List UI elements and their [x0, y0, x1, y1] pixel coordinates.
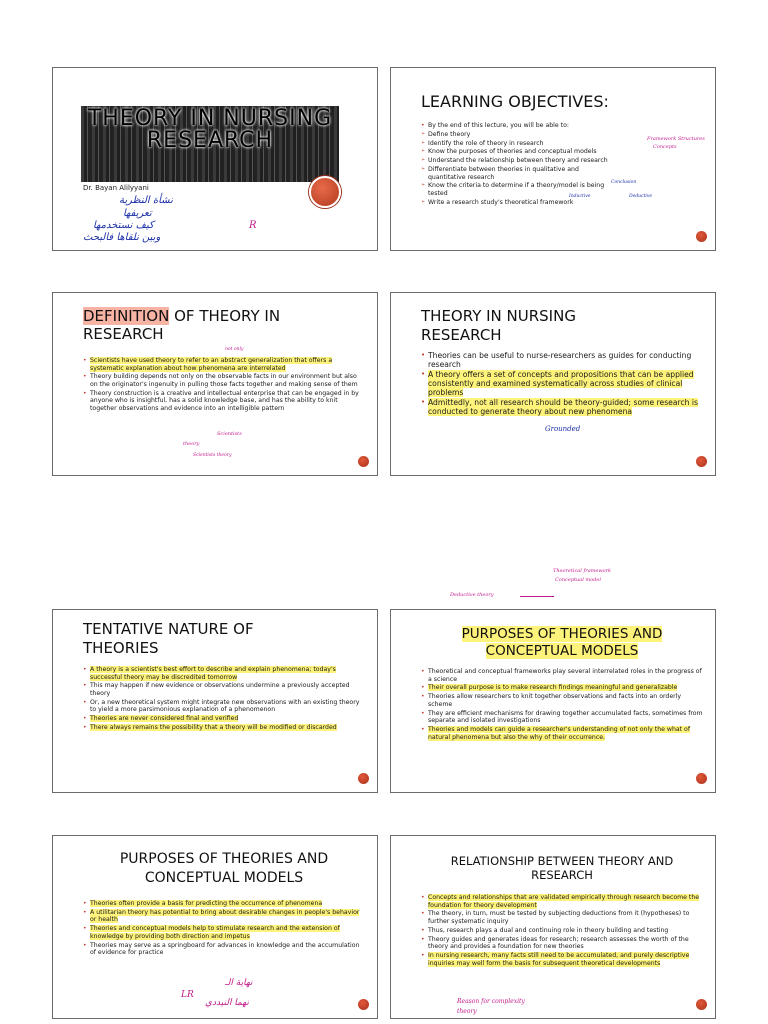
- handwritten-note: Framework Structures: [647, 136, 705, 142]
- slide-relationship[interactable]: [390, 835, 716, 1019]
- slide-title: TENTATIVE NATURE OF THEORIES: [83, 620, 254, 657]
- list-item: • There always remains the possibility that a theory will be modified or discarded: [83, 724, 365, 732]
- slide-marker-icon: [358, 456, 369, 467]
- handwritten-note: Conclusion: [611, 180, 637, 185]
- slide-title: LEARNING OBJECTIVES:: [421, 92, 609, 111]
- list-item: • Or, a new theoretical system might integrate new observations with an existing theory to yield a more parsimonious explanation of a phenomenon: [83, 699, 365, 714]
- list-item: • Theory building depends not only on the observable facts in our environment but also on the originator's ingenuity in pulling those facts together and making sense of them: [83, 373, 365, 388]
- handwritten-note: Deductive: [629, 194, 653, 199]
- list-item: • Theory guides and generates ideas for research; research assesses the worth of the theory and provides a foundation for new theories: [421, 936, 703, 951]
- purposes-list-2: [83, 900, 365, 958]
- list-item: • Theories allow researchers to knit together observations and facts into an orderly scheme: [421, 693, 703, 708]
- handwritten-note: Conceptual model: [555, 577, 601, 583]
- slide-purposes-2[interactable]: [52, 835, 378, 1019]
- handwritten-note: نهما النيددي: [205, 998, 249, 1008]
- list-item: • Concepts and relationships that are validated empirically through research become the foundation for theory development: [421, 894, 703, 909]
- list-item: • A theory offers a set of concepts and propositions that can be applied consistently and examined systematically across studies of clinical problems: [421, 370, 703, 397]
- theory-list: [421, 351, 703, 418]
- list-item: ➢ Understand the relationship between theory and research: [421, 157, 615, 165]
- handwritten-note: Reason for complexity: [457, 998, 525, 1005]
- list-item: ➢ Write a research study's theoretical framework: [421, 199, 615, 207]
- slide-definition[interactable]: [52, 292, 378, 476]
- slide-marker-icon: [696, 231, 707, 242]
- slide-title: RELATIONSHIP BETWEEN THEORY AND RESEARCH: [450, 854, 674, 882]
- handwritten-note: Scientists theory: [193, 453, 232, 458]
- title-image-block: [81, 106, 339, 182]
- list-item: • A utilitarian theory has potential to bring about desirable changes in people's behavior or health: [83, 909, 365, 924]
- list-item: ➢ Differentiate between theories in qualitative and quantitative research: [421, 166, 615, 181]
- handwritten-note: Inductive: [569, 194, 591, 199]
- tentative-list: [83, 666, 365, 733]
- list-item: ➢ Know the purposes of theories and conceptual models: [421, 148, 615, 156]
- handwritten-note: Theoretical framework: [553, 568, 612, 574]
- list-item: • Theories are never considered final and verified: [83, 715, 365, 723]
- list-item: • Theoretical and conceptual frameworks play several interrelated roles in the progress of a science: [421, 668, 703, 683]
- slide-title-text: THEORY IN NURSING RESEARCH: [87, 106, 333, 153]
- handwritten-note: Concepts: [653, 144, 677, 150]
- handwritten-note: Grounded: [545, 425, 581, 433]
- slide-title: PURPOSES OF THEORIES AND CONCEPTUAL MODELS: [461, 626, 663, 659]
- handwritten-note: نهاية الـ: [225, 978, 253, 988]
- slide-marker-icon: [696, 999, 707, 1010]
- logo-circle-icon: [309, 176, 341, 208]
- slide-marker-icon: [696, 773, 707, 784]
- slide-marker-icon: [358, 999, 369, 1010]
- list-item: • The theory, in turn, must be tested by subjecting deductions from it (hypotheses) to further systematic inquiry: [421, 910, 703, 925]
- ink-stroke: [520, 596, 554, 597]
- relationship-list: [421, 894, 703, 968]
- list-item: • Scientists have used theory to refer to an abstract generalization that offers a systematic explanation about how phenomena are interrelated: [83, 357, 365, 372]
- handwritten-note: Deductive theory: [450, 592, 494, 598]
- slide-marker-icon: [696, 456, 707, 467]
- slide-purposes-1[interactable]: [390, 609, 716, 793]
- list-item: • Thus, research plays a dual and continuing role in theory building and testing: [421, 927, 703, 935]
- slide-learning-objectives[interactable]: [390, 67, 716, 251]
- list-item: • Their overall purpose is to make research findings meaningful and generalizable: [421, 684, 703, 692]
- list-item: • This may happen if new evidence or observations undermine a previously accepted theory: [83, 682, 365, 697]
- handwritten-note: theory: [457, 1008, 477, 1015]
- list-item: • Theories often provide a basis for predicting the occurrence of phenomena: [83, 900, 365, 908]
- slide-title: [83, 307, 353, 343]
- list-item: • Theory construction is a creative and intellectual enterprise that can be engaged in by anyone who is insightful, has a solid knowledge base, and has the ability to knit together observations and evidence into an intelligible pattern: [83, 390, 365, 413]
- handwritten-note: theory: [183, 441, 200, 447]
- handwritten-note: LR: [181, 990, 194, 1000]
- list-item: ➢ Identify the role of theory in research: [421, 140, 615, 148]
- slide-title: THEORY IN NURSING RESEARCH: [421, 307, 576, 344]
- title-highlight: DEFINITION: [83, 307, 170, 325]
- handwritten-note: Scientists: [217, 431, 242, 437]
- slide-tentative-nature[interactable]: [52, 609, 378, 793]
- handwritten-note-1: نشأة النظرية: [119, 195, 173, 206]
- list-item: • They are efficient mechanisms for drawing together accumulated facts, sometimes from separate and isolated investigations: [421, 710, 703, 725]
- list-item: • Theories and models can guide a researcher's understanding of not only the what of natural phenomena but also the why of their occurrence.: [421, 726, 703, 741]
- list-item: • Theories and conceptual models help to stimulate research and the extension of knowledge by providing both direction and impetus: [83, 925, 365, 940]
- slide-theory-in-nursing[interactable]: [390, 292, 716, 476]
- list-item: • Theories can be useful to nurse-researchers as guides for conducting research: [421, 351, 703, 369]
- handwritten-note-4: وبين نلقاها فالبحث: [83, 232, 161, 243]
- list-item: • Admittedly, not all research should be theory-guided; some research is conducted to generate theory about new phenomena: [421, 398, 703, 416]
- slide-marker-icon: [358, 773, 369, 784]
- definition-list: [83, 357, 365, 414]
- purposes-list: [421, 668, 703, 742]
- handwritten-mark: R: [249, 220, 257, 231]
- handwritten-note-2: تعريفها: [123, 208, 152, 219]
- list-item: • In nursing research, many facts still need to be accumulated, and purely descriptive inquiries may well form the basis for subsequent theoretical developments: [421, 952, 703, 967]
- title-rest: OF THEORY IN RESEARCH: [83, 307, 281, 343]
- slide-title[interactable]: [52, 67, 378, 251]
- list-item: ➢ Know the criteria to determine if a theory/model is being tested: [421, 182, 615, 197]
- author-name: Dr. Bayan Alilyyani: [83, 184, 149, 192]
- list-item: • By the end of this lecture, you will be able to:: [421, 122, 615, 130]
- list-item: • Theories may serve as a springboard for advances in knowledge and the accumulation of evidence for practice: [83, 942, 365, 957]
- slide-title: PURPOSES OF THEORIES AND CONCEPTUAL MODELS: [119, 851, 329, 886]
- handwritten-note-3: كيف نستخدمها: [93, 220, 154, 231]
- handwritten-note: not only: [225, 347, 244, 352]
- list-item: • A theory is a scientist's best effort to describe and explain phenomena; today's successful theory may be discredited tomorrow: [83, 666, 365, 681]
- list-item: ➢ Define theory: [421, 131, 615, 139]
